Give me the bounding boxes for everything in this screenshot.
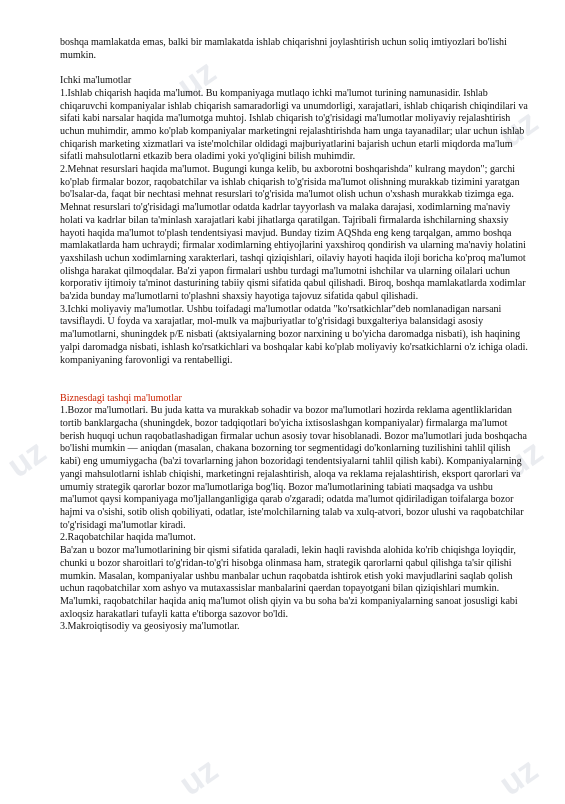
spacer xyxy=(60,62,530,75)
paragraph-competitors-title: 2.Raqobatchilar haqida ma'lumot. xyxy=(60,532,196,544)
paragraph-macro-title: 3.Makroiqtisodiy va geosiyosiy ma'lumotlar. xyxy=(60,621,240,633)
paragraph-production-info: 1.Ishlab chiqarish haqida ma'lumot. Bu kompaniyaga mutlaqo ichki ma'lumot turining namunasidir. Ishlab chiqaruvchi kompaniyalar ishlab chiqarish samaradorligi va unumdorligi, xarajatlari, ishlab chiqarish chiqindilari va sifati kabi narsalar haqida ma'lumotga muhtoj. Ishlab chiqarish to'g'risidagi ma'lumotlar moliyaviy rejalashtirish uchun muhimdir, ammo ko'plab kompaniyalar marketingni rejalashtirishda ham unga tayanadilar; ular uchun ishlab chiqarish marketing xizmatlari va iste'molchilar oldidagi majburiyatlarini bajarish uchun etarli miqdorda ma'lum sifatli mahsulotlarni etkazib bera oladimi yoki yo'qligini bilish muhimdir. xyxy=(60,87,528,163)
intro-paragraph: boshqa mamlakatda emas, balki bir mamlakatda ishlab chiqarishni joylashtirish uchun soliq imtiyozlari bo'lishi mumkin. xyxy=(60,37,507,61)
paragraph-market-info: 1.Bozor ma'lumotlari. Bu juda katta va murakkab sohadir va bozor ma'lumotlari hozirda reklama agentliklaridan tortib banklargacha (shuningdek, bozor tadqiqotlari bo'yicha ixtisoslashgan kompaniyalar) firmalarga ma'lumot berish huquqi uchun raqobatlashadigan firmalar uchun asosiy tovar hisoblanadi. Bozor ma'lumotlari juda boshqacha bo'lishi mumkin — aniqdan (masalan, chakana bozorning tor segmentidagi do'konlarning tuzilishini tahlil qilish kabi) eng umumiygacha (ba'zi tovarlarning jahon bozoridagi tendentsiyalarni tahlil qilish kabi). Kompaniyalarning yangi mahsulotlarni ishlab chiqishi, marketingni rejalashtirish, aloqa va reklama rejalashtirish, eksport qarorlari va umumiy strategik qarorlar bozor ma'lumotlariga bog'liq. Bozor ma'lumotlarining tabiati maqsadga va ushbu ma'lumot qaysi kompaniyaga mo'ljallanganligiga qarab o'zgaradi; odatda ma'lumot qidiriladigan toifalarga bozor hajmi va o'sishi, sotib olish qobiliyati, odatlar, iste'molchilarning talab va xulq-atvori, bozor ulushi va raqobatchilar to'g'risidagi ma'lumotlar kiradi. xyxy=(60,405,527,531)
watermark: uz xyxy=(172,750,225,804)
paragraph-competitors-body: Ba'zan u bozor ma'lumotlarining bir qismi sifatida qaraladi, lekin haqli ravishda alohida ko'rib chiqishga loyiqdir, chunki u bozor sharoitlari to'g'ridan-to'g'ri hisobga olinmasa ham, strategik qarorlarni qabul qilishga ta'sir qilishi mumkin. Masalan, kompaniyalar ushbu manbalar uchun raqobatda ishtirok etish yoki mavjudlarini saqlab qolish uchun raqobatchilar xom ashyo va mutaxassislar manbalarini qaerdan topayotgani bilan qiziqishlari mumkin. Ma'lumki, raqobatchilar haqida aniq ma'lumot olish qiyin va bu soha ba'zi kompaniyalarning sanoat josusligi kabi axloqsiz harakatlari tufayli katta e'tiborga sazovor bo'ldi. xyxy=(60,545,518,620)
paragraph-internal-financial: 3.Ichki moliyaviy ma'lumotlar. Ushbu toifadagi ma'lumotlar odatda "ko'rsatkichlar"deb nomlanadigan narsani tavsiflaydi. U foyda va xarajatlar, mol-mulk va majburiyatlar to'g'risidagi buxgalteriya balansidagi asosiy ma'lumotlarni, shuningdek p/E nisbati (aktsiyalarning bozor narxining u bo'yicha daromadga nisbati), ish haqining yalpi daromadga nisbati, ishlash ko'rsatkichlari va boshqalar kabi ko'plab moliyaviy ko'rsatkichlarni o'z ichiga oladi. kompaniyaning farovonligi va rentabelligi. xyxy=(60,303,528,366)
watermark: uz xyxy=(492,102,545,156)
watermark: uz xyxy=(170,52,223,106)
watermark: uz xyxy=(0,432,53,486)
paragraph-labor-resources: 2.Mehnat resurslari haqida ma'lumot. Bugungi kunga kelib, bu axborotni boshqarishda" kulrang maydon"; garchi ko'plab firmalar bozor, raqobatchilar va ishlab chiqarish to'g'risida ma'lumot olishning murakkab tizimini yaratgan bo'lsalar-da, faqat bir nechtasi mehnat resurslari to'g'risida ma'lumot olish uchun o'xshash murakkab tizimga ega. Mehnat resurslari to'g'risidagi ma'lumotlar odatda kadrlar tayyorlash va malaka darajasi, xodimlarning ma'naviy holati va kadrlar bilan ta'minlash xarajatlari kabi jihatlarga qaratilgan. Tajribali firmalarda ishchilarning shaxsiy hayoti haqida ma'lumot to'plash tendentsiyasi mavjud. Bunday tizim AQShda eng keng tarqalgan, ammo boshqa mamlakatlarda ham uchraydi; firmalar xodimlarning ehtiyojlarini yaxshiroq qondirish va ularning ma'naviy holatini yaxshilash uchun xodimlarning xarakterlari, tashqi qiziqishlari, oilaviy hayoti haqida iloji boricha ko'proq ma'lumot olishga harakat qilmoqdalar. Ba'zi yapon firmalari ushbu turdagi ma'lumotni ishchilar va ularning oilalari uchun korporativ ijtimoiy ta'minot dasturining tabiiy qismi sifatida qabul qilishadi. Biroq, boshqa mamlakatlarda xodimlar ba'zida bunday ma'lumotlarni to'plashni shaxsiy hayotiga tajovuz sifatida qabul qilishadi. xyxy=(60,164,526,303)
document-body xyxy=(60,37,530,634)
watermark: uz xyxy=(497,432,550,486)
watermark: uz xyxy=(492,750,545,804)
section-heading-external: Biznesdagi tashqi ma'lumotlar xyxy=(60,392,182,404)
spacer xyxy=(60,367,530,392)
section-heading-internal: Ichki ma'lumotlar xyxy=(60,75,132,87)
